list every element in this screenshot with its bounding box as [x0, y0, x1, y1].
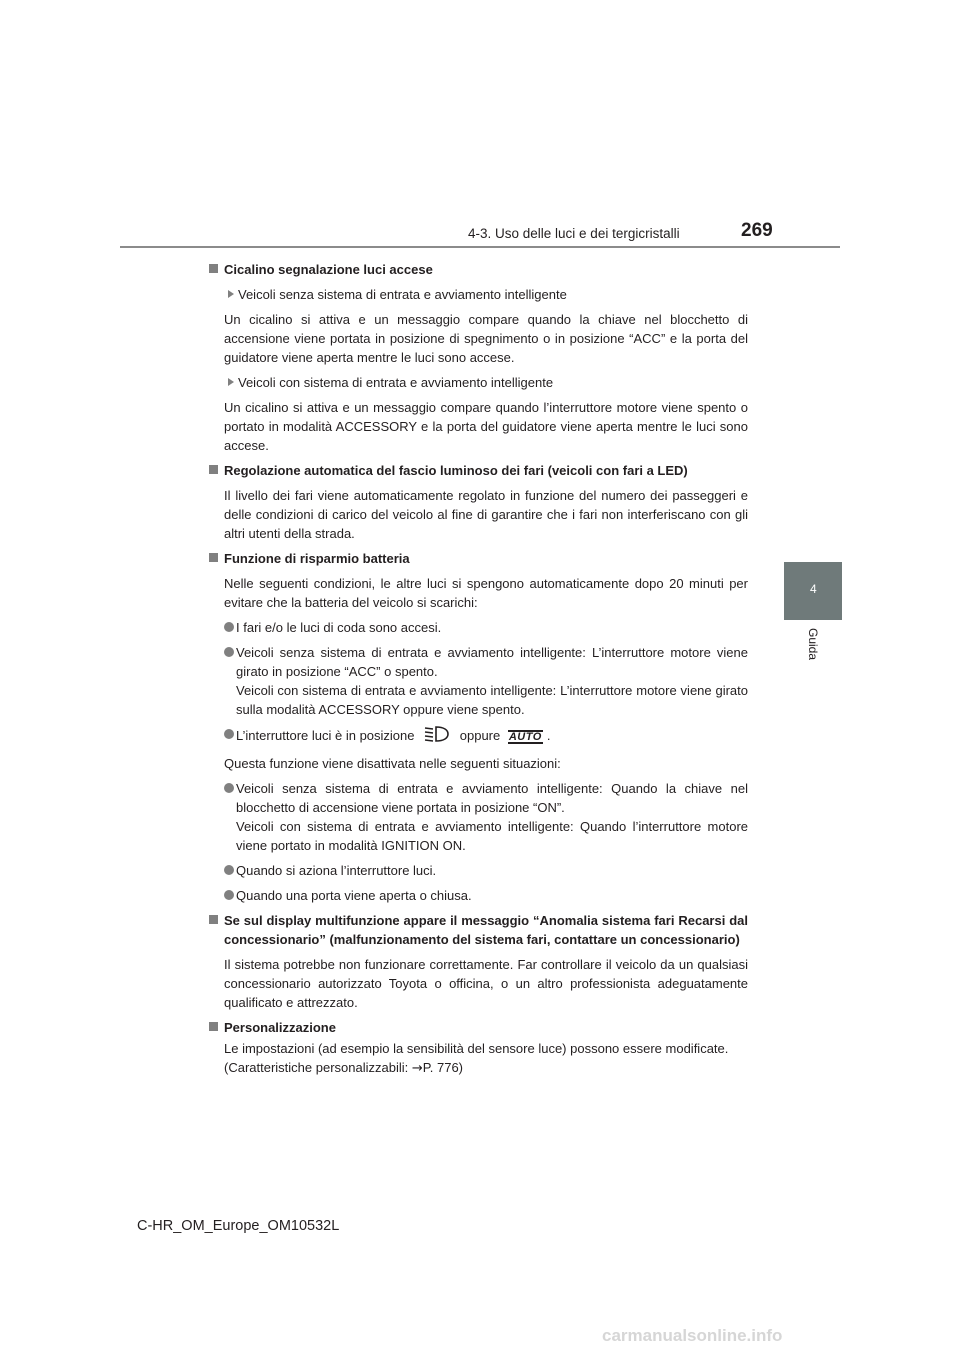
- gray-triangle-icon: [228, 290, 234, 298]
- gray-circle-icon: [224, 783, 234, 793]
- gray-circle-icon: [224, 865, 234, 875]
- gray-square-icon: [209, 264, 218, 273]
- cross-reference-text: (Caratteristiche personalizzabili:: [224, 1060, 412, 1075]
- gray-square-icon: [209, 1022, 218, 1031]
- chapter-label: Guida: [806, 628, 820, 661]
- paragraph: Un cicalino si attiva e un messaggio compare quando l’interruttore motore viene spento o portato in modalità ACCESSORY e la porta del guidatore viene aperta mentre le luci sono accese.: [224, 400, 748, 453]
- headlight-icon: [422, 725, 452, 748]
- gray-square-icon: [209, 465, 218, 474]
- auto-icon: AUTO: [508, 730, 542, 743]
- header-divider: [120, 246, 840, 248]
- gray-circle-icon: [224, 729, 234, 739]
- paragraph: Un cicalino si attiva e un messaggio compare quando la chiave nel blocchetto di accensione viene portata in posizione di spegnimento o in posizione “ACC” e la porta del guidatore viene aperta mentre le luci sono accese.: [224, 312, 748, 365]
- cross-reference: [224, 1058, 748, 1078]
- subheading: [208, 285, 748, 304]
- page-header: [0, 0, 960, 250]
- list-item-text: Veicoli con sistema di entrata e avviamento intelligente: L’interruttore motore viene girato sulla modalità ACCESSORY oppure viene spento.: [236, 683, 748, 717]
- gray-triangle-icon: [228, 378, 234, 386]
- heading-text: Regolazione automatica del fascio luminoso dei fari (veicoli con fari a LED): [224, 463, 688, 478]
- paragraph-text: Le impostazioni (ad esempio la sensibilità del sensore luce) possono essere modificate.: [224, 1041, 729, 1056]
- paragraph: Il sistema potrebbe non funzionare correttamente. Far controllare il veicolo da un qualsiasi concessionario autorizzato Toyota o officina, o un altro professionista adeguatamente qualificato e attrezzato.: [224, 957, 748, 1010]
- section-heading: [208, 549, 748, 568]
- chapter-number: 4: [810, 582, 817, 596]
- list-item-text: Quando si aziona l’interruttore luci.: [236, 863, 437, 878]
- list-item-text: Veicoli senza sistema di entrata e avviamento intelligente: Quando la chiave nel blocchetto di accensione viene portata in posizione “ON”.: [236, 781, 748, 815]
- page-link[interactable]: P. 776): [422, 1060, 464, 1075]
- section-heading: [208, 1018, 748, 1037]
- gray-square-icon: [209, 915, 218, 924]
- paragraph: Il livello dei fari viene automaticamente regolato in funzione del numero dei passeggeri e delle condizioni di carico del veicolo al fine di garantire che i fari non interferiscano con gli altri utenti della strada.: [224, 488, 748, 541]
- paragraph: Questa funzione viene disattivata nelle seguenti situazioni:: [224, 756, 561, 771]
- chapter-label-container: [781, 628, 845, 668]
- gray-circle-icon: [224, 622, 234, 632]
- document-code: C-HR_OM_Europe_OM10532L: [137, 1218, 340, 1234]
- gray-circle-icon: [224, 647, 234, 657]
- page-number: 269: [741, 220, 773, 241]
- section-heading: [208, 461, 748, 480]
- list-item: [208, 643, 748, 719]
- heading-text: Se sul display multifunzione appare il messaggio “Anomalia sistema fari Recarsi dal concessionario” (malfunzionamento del sistema fari, contattare un concessionario): [224, 913, 748, 947]
- list-item: [208, 886, 748, 905]
- list-item: [208, 618, 748, 637]
- list-item-text: Quando una porta viene aperta o chiusa.: [236, 888, 472, 903]
- page-content: [208, 256, 748, 1078]
- paragraph: Nelle seguenti condizioni, le altre luci si spengono automaticamente dopo 20 minuti per evitare che la batteria del veicolo si scarichi:: [224, 576, 748, 610]
- list-item: [208, 861, 748, 880]
- section-heading: [208, 911, 748, 949]
- gray-square-icon: [209, 553, 218, 562]
- section-heading: [208, 260, 748, 279]
- heading-text: Funzione di risparmio batteria: [224, 551, 410, 566]
- watermark: carmanualsonline.info: [602, 1326, 783, 1345]
- list-item: [208, 779, 748, 855]
- list-item-text: oppure: [459, 727, 501, 743]
- gray-circle-icon: [224, 890, 234, 900]
- list-item-text: Veicoli senza sistema di entrata e avviamento intelligente: L’interruttore motore viene girato in posizione “ACC” o spento.: [236, 645, 748, 679]
- heading-text: Personalizzazione: [224, 1020, 336, 1035]
- list-item-text: .: [546, 727, 551, 743]
- chapter-tab: [784, 562, 842, 620]
- heading-text: Cicalino segnalazione luci accese: [224, 262, 433, 277]
- list-item-text: Veicoli con sistema di entrata e avviamento intelligente: Quando l’interruttore motore viene portato in modalità IGNITION ON.: [236, 819, 748, 853]
- list-item-text: I fari e/o le luci di coda sono accesi.: [236, 620, 442, 635]
- paragraph: [224, 1039, 748, 1078]
- section-title: 4-3. Uso delle luci e dei tergicristalli: [468, 226, 680, 241]
- arrow-icon: →: [411, 1061, 423, 1076]
- list-item-text: L’interruttore luci è in posizione: [236, 727, 415, 743]
- subheading-text: Veicoli senza sistema di entrata e avviamento intelligente: [238, 287, 567, 302]
- subheading-text: Veicoli con sistema di entrata e avviamento intelligente: [238, 375, 554, 390]
- subheading: [208, 373, 748, 392]
- list-item: [208, 725, 748, 748]
